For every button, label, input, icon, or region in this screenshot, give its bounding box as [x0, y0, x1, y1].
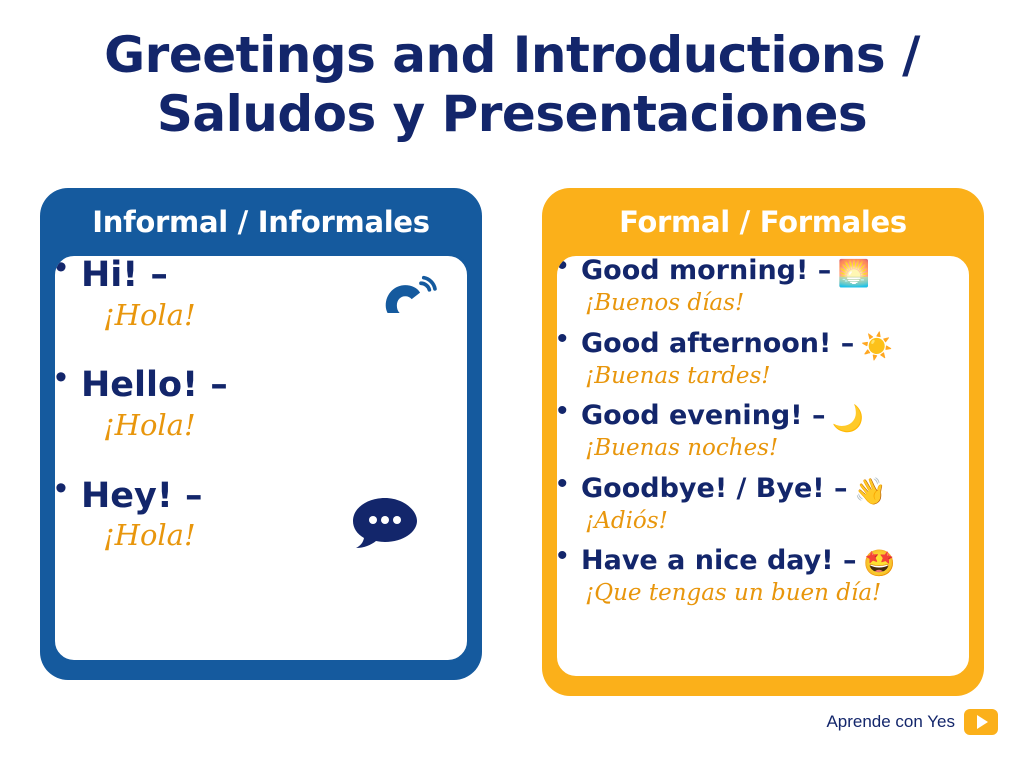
informal-phrase-list [55, 256, 467, 553]
list-item [55, 477, 467, 553]
phrase-english: Good afternoon! – [581, 327, 855, 359]
phrase-spanish: ¡Que tengas un buen día! [585, 580, 882, 607]
page-title [0, 0, 1024, 144]
crescent-moon-icon: 🌙 [831, 403, 865, 434]
phrase-spanish: ¡Hola! [103, 518, 196, 553]
formal-card [542, 188, 984, 696]
phrase-spanish: ¡Buenas noches! [585, 435, 779, 462]
list-item [557, 474, 969, 536]
star-struck-icon: 🤩 [862, 548, 896, 579]
play-triangle-icon [964, 709, 998, 735]
cards-row [0, 188, 1024, 696]
informal-card-body [52, 253, 470, 663]
list-item [55, 366, 467, 442]
phrase-english: Good evening! – [581, 400, 826, 432]
list-item [557, 256, 969, 318]
phrase-spanish: ¡Adiós! [585, 507, 668, 534]
phrase-english: Good morning! – [581, 255, 832, 286]
list-item [55, 256, 467, 332]
phrase-english: • Hey! – [81, 475, 203, 516]
list-item [557, 329, 969, 391]
phrase-spanish: ¡Buenos días! [585, 290, 745, 316]
title-line-1: Greetings and Introductions / [104, 26, 920, 84]
phrase-english: • Hi! – [81, 255, 168, 295]
phrase-spanish: ¡Hola! [103, 407, 196, 442]
waving-hand-icon: 👋 [853, 475, 887, 506]
phrase-english: • Hello! – [81, 365, 228, 406]
brand-footer [826, 709, 998, 735]
sunrise-icon: 🌅 [837, 258, 871, 288]
brand-label: Aprende con Yes [826, 712, 955, 731]
phrase-english: Goodbye! / Bye! – [581, 472, 848, 504]
formal-card-body [554, 253, 972, 679]
formal-card-header: Formal / Formales [619, 205, 907, 239]
list-item [557, 546, 969, 608]
phrase-english: Have a nice day! – [581, 545, 857, 577]
formal-phrase-list [557, 256, 969, 608]
title-line-2: Saludos y Presentaciones [156, 85, 868, 143]
phrase-spanish: ¡Hola! [103, 297, 196, 332]
sun-icon: ☀️ [860, 330, 894, 361]
list-item [557, 401, 969, 463]
informal-card [40, 188, 482, 680]
phrase-spanish: ¡Buenas tardes! [585, 362, 771, 389]
informal-card-header: Informal / Informales [92, 205, 430, 239]
